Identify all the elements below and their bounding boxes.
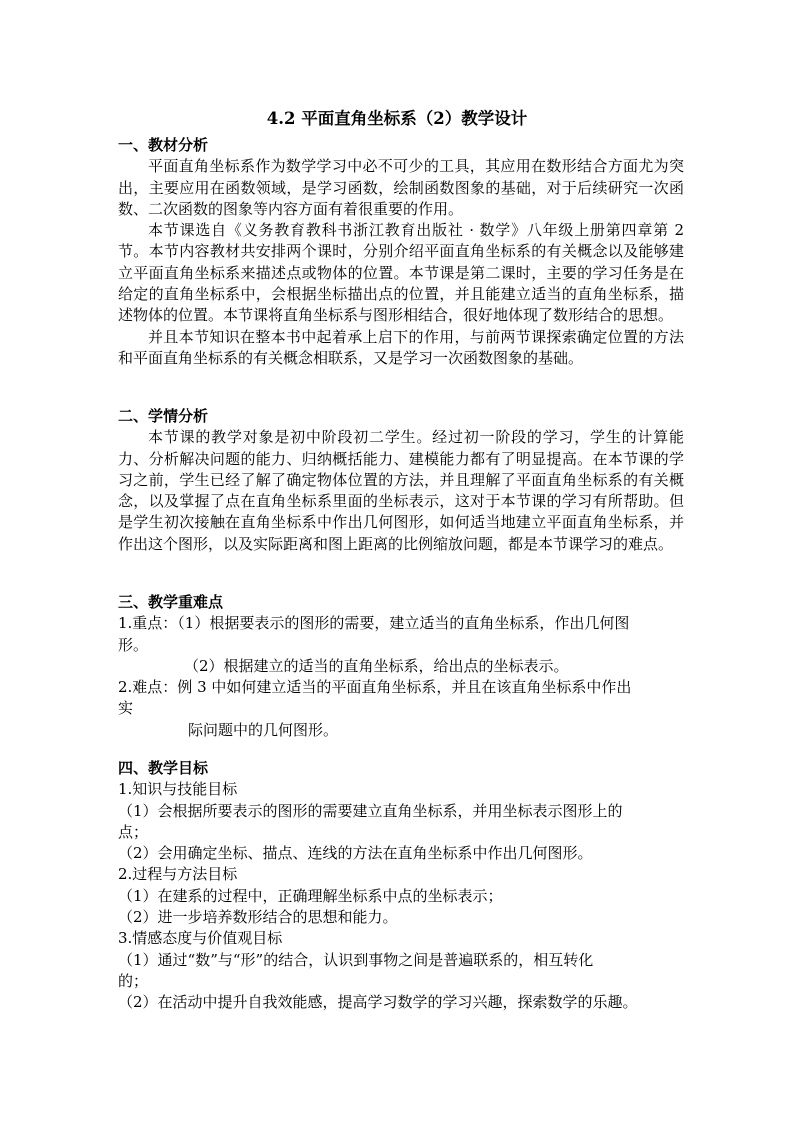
difficult-point-line: 际问题中的几何图形。 bbox=[188, 720, 339, 739]
section-heading: 二、学情分析 bbox=[118, 407, 209, 425]
section-key-difficult-points bbox=[118, 592, 684, 741]
goal-line: 1.知识与技能目标 bbox=[118, 780, 238, 799]
section-heading: 一、教材分析 bbox=[118, 136, 209, 154]
goal-line: 点； bbox=[118, 822, 149, 841]
key-point-line: 1.重点：（1）根据要表示的图形的需要，建立适当的直角坐标系，作出几何图 bbox=[118, 614, 630, 633]
goal-line: （2）进一步培养数形结合的思想和能力。 bbox=[118, 908, 398, 927]
difficult-point-line: 实 bbox=[118, 699, 134, 718]
section-textbook-analysis bbox=[118, 135, 684, 369]
goal-line: 2.过程与方法目标 bbox=[118, 865, 238, 884]
goal-line: 3.情感态度与价值观目标 bbox=[118, 929, 283, 948]
goal-line: （2）会用确定坐标、描点、连线的方法在直角坐标系中作出几何图形。 bbox=[118, 844, 593, 863]
key-point-line: （2）根据建立的适当的直角坐标系，给出点的坐标表示。 bbox=[184, 656, 569, 675]
section-student-analysis bbox=[118, 406, 684, 555]
goal-line: 的； bbox=[118, 971, 149, 990]
paragraph: 并且本节知识在整本书中起着承上启下的作用，与前两节课探索确定位置的方法和平面直角坐标系的有关概念相联系，又是学习一次函数图象的基础。 bbox=[118, 327, 684, 367]
section-heading: 四、教学目标 bbox=[118, 759, 209, 777]
paragraph: 平面直角坐标系作为数学学习中必不可少的工具，其应用在数形结合方面尤为突出，主要应用在函数领域，是学习函数，绘制函数图象的基础，对于后续研究一次函数、二次函数的图象等内容方面有着很重要的作用。 bbox=[118, 157, 684, 218]
goal-line: （1）会根据所要表示的图形的需要建立直角坐标系，并用坐标表示图形上的 bbox=[118, 801, 623, 820]
goal-line: （2）在活动中提升自我效能感，提高学习数学的学习兴趣，探索数学的乐趣。 bbox=[118, 993, 638, 1012]
goal-line: （1）在建系的过程中，正确理解坐标系中点的坐标表示； bbox=[118, 886, 503, 905]
paragraph: 本节课的教学对象是初中阶段初二学生。经过初一阶段的学习，学生的计算能力、分析解决问题的能力、归纳概括能力、建模能力都有了明显提高。在本节课的学习之前，学生已经了解了确定物体位置的方法，并且理解了平面直角坐标系的有关概念，以及掌握了点在直角坐标系里面的坐标表示，这对于本节课的学习有所帮助。但是学生初次接触在直角坐标系中作出几何图形，如何适当地建立平面直角坐标系，并作出这个图形，以及实际距离和图上距离的比例缩放问题，都是本节课学习的难点。 bbox=[118, 428, 684, 553]
key-point-line: 形。 bbox=[118, 635, 149, 654]
section-teaching-goals bbox=[118, 758, 684, 1014]
paragraph: 本节课选自《义务教育教科书浙江教育出版社 · 数学》八年级上册第四章第 2 节。本节内容教材共安排两个课时，分别介绍平面直角坐标系的有关概念以及能够建立平面直角坐标系来描述点或物体的位置。本节课是第二课时，主要的学习任务是在给定的直角坐标系中，会根据坐标描出点的位置，并且能建立适当的直角坐标系，描述物体的位置。本节课将直角坐标系与图形相结合，很好地体现了数形结合的思想。 bbox=[118, 221, 684, 325]
goal-line: （1）通过“数”与“形”的结合，认识到事物之间是普遍联系的，相互转化 bbox=[118, 950, 594, 969]
section-heading: 三、教学重难点 bbox=[118, 593, 224, 611]
difficult-point-line: 2.难点：例 3 中如何建立适当的平面直角坐标系，并且在该直角坐标系中作出 bbox=[118, 678, 632, 697]
document-title: 4.2 平面直角坐标系（2）教学设计 bbox=[266, 109, 528, 128]
